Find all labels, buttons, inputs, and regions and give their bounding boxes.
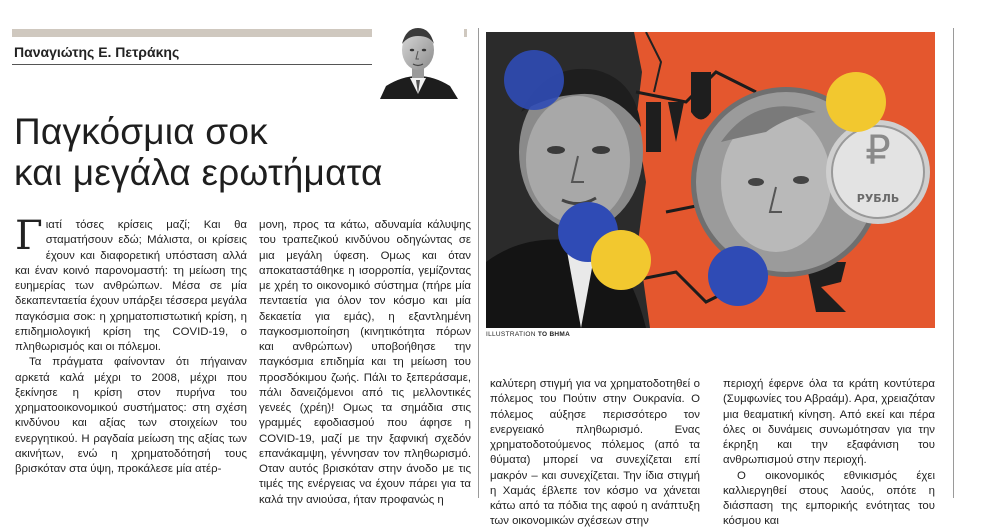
blue-dot (708, 246, 768, 306)
illustration-credit (486, 331, 570, 338)
drop-cap: Γ (15, 213, 43, 259)
paragraph: περιοχή έφερνε όλα τα κράτη κοντύτερα (Συμφωνίες του Αβραάμ). Αρα, χρειαζόταν μια θεαματική κίνηση. Από εκεί και πέρα όλες οι δυνάμεις συνωμότησαν για την έκρηξη και την εξαφάνιση του ανθρωπισμού στην περιοχή. (723, 378, 935, 467)
ruble-symbol: ₽ (865, 128, 891, 174)
article-column-3 (490, 377, 700, 530)
author-divider (12, 64, 387, 65)
paragraph (15, 213, 247, 355)
article-column-4 (723, 377, 935, 530)
article-column-2 (259, 218, 471, 508)
article-illustration (486, 32, 935, 328)
yellow-dot (591, 230, 651, 290)
coin-text: РУБЛЬ (856, 192, 900, 205)
article-headline (14, 111, 383, 193)
paragraph: καλύτερη στιγμή για να χρηματοδοτηθεί ο πόλεμος του Πούτιν στην Ουκρανία. Ο πόλεμος αύξησε περισσότερο τον ενεργειακό πληθωρισμό. Ενας χρηματοδοτούμενος πόλεμος (από τα θύματα) μπορεί να συνεχίζεται επί μακρόν – και συνεχίζεται. Την ίδια στιγμή η Χαμάς έβλεπε τον κόσμο να χάνεται κάτω από τα πόδια της αφού η ανάπτυξη των οικονομικών σχέσεων στην (490, 378, 700, 528)
yellow-dot (826, 72, 886, 132)
headline-line-1: Παγκόσμια σοκ (14, 111, 268, 152)
author-name: Παναγιώτης Ε. Πετράκης (14, 44, 180, 60)
credit-prefix: ILLUSTRATION (486, 331, 536, 338)
column-divider (953, 28, 954, 498)
blue-dot (504, 50, 564, 110)
paragraph: Ο οικονομικός εθνικισμός έχει καλλιεργηθεί στους λαούς, οπότε η διάσπαση της εμπορικής ενότητας του κόσμου και (723, 469, 935, 528)
author-portrait (372, 20, 464, 99)
paragraph: Τα πράγματα φαίνονταν ότι πήγαιναν αρκετά καλά μέχρι το 2008, μέχρι που ξεκίνησε η κρίση στον πυρήνα του χρηματοοικονομικού συστήματος: στη σχέση κινδύνου και αξίας των στοιχείων του ενεργητικού. Η ραγδαία μείωση της αξίας των ακινήτων, ενώ η χρηματοδότησή τους βρισκόταν στα ύψη, προκάλεσε μία ατέρ- (15, 356, 247, 475)
credit-source: ΤΟ ΒΗΜΑ (537, 331, 571, 338)
paragraph-text: ιατί τόσες κρίσεις μαζί; Και θα σταματήσουν εδώ; Μάλιστα, οι κρίσεις έχουν και διαφορετική υπόσταση αλλά και έναν κοινό παρονομαστή: τη μείωση της ευημερίας των ανθρώπων. Μέσα σε μία δεκαπενταετία έχουν υπάρξει τέσσερα μεγάλα παγκόσμια σοκ: η χρηματοπιστωτική κρίση, η επιδημιολογική κρίση της COVID-19, ο πληθωρισμός και οι πόλεμοι. (15, 219, 247, 353)
paragraph: μονη, προς τα κάτω, αδυναμία κάλυψης του τραπεζικού κινδύνου οδηγώντας σε μια μεγάλη ύφεση. Ομως και όταν αποκαταστάθηκε η ισορροπία, γεμίζοντας με χρέη το οικονομικό σύστημα (πήρε μία πενταετία για όλον τον κόσμο και μία δεκαετία για εμάς), η εξαντλημένη παγκοσμιοποίηση (κινητικότητα πόρων και ανθρώπων) υποβοήθησε την παγκόσμια επιδημία και τη μείωση του προσδόκιμου ζωής. Πάλι το ξεπεράσαμε, πάλι δανειζόμενοι από τις μελλοντικές γενεές (χρέη)! Ομως τα σημάδια στις γραμμές εφοδιασμού που άφησε η COVID-19, μαζί με την ξαφνική σχεδόν επανάκαμψη, γέννησαν τον πληθωρισμό. Οταν αυτός βρισκόταν στην άνοδο με τις τιμές της ενέργειας να έχουν πάρει για τα καλά την ανιούσα, ήταν προφανώς η (259, 219, 471, 506)
headline-line-2: και μεγάλα ερωτήματα (14, 152, 383, 193)
article-column-1 (15, 213, 247, 477)
column-divider (478, 28, 479, 498)
